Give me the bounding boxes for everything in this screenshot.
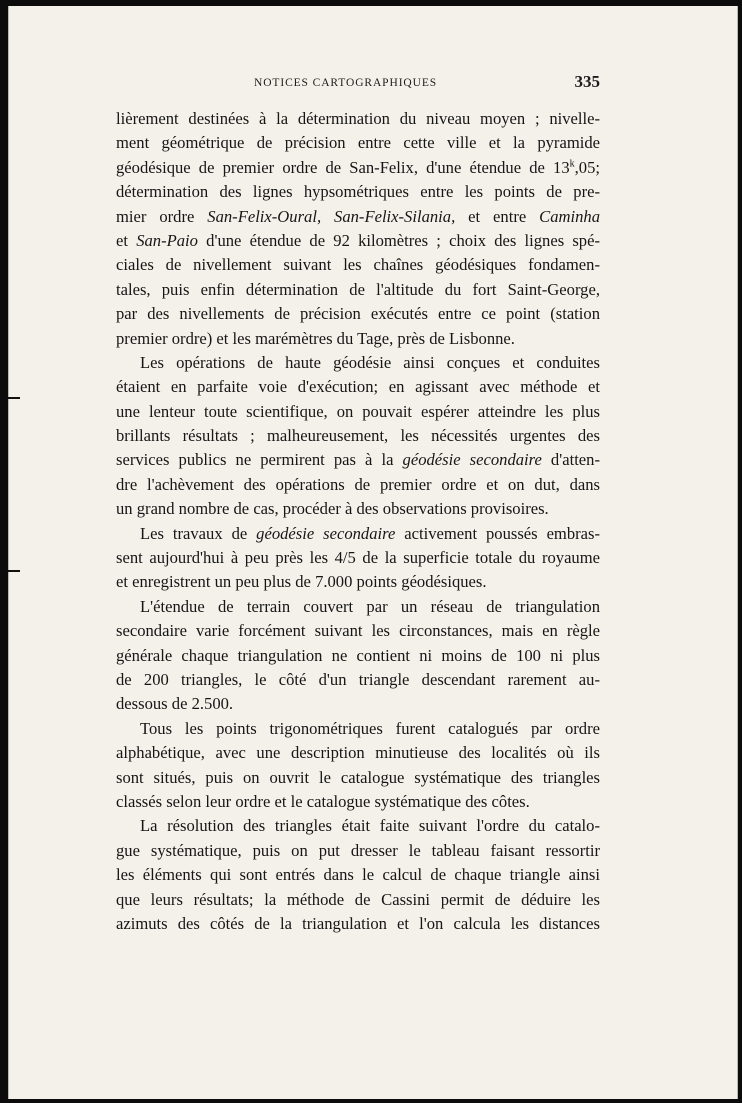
- text-line: secondaire varie forcément suivant les circonstances, mais en règle: [116, 621, 600, 641]
- text-line: L'étendue de terrain couvert par un réseau de triangulation: [140, 596, 600, 616]
- text-line: dessous de 2.500.: [116, 694, 234, 714]
- text-line: les éléments qui sont entrés dans le calcul de chaque triangle ainsi: [116, 865, 600, 885]
- text-line: classés selon leur ordre et le catalogue systématique des côtes.: [116, 791, 530, 811]
- text-line: une lenteur toute scientifique, on pouvait espérer atteindre les plus: [116, 401, 600, 421]
- text-line: services publics ne permirent pas à la géodésie secondaire d'atten-: [116, 450, 600, 470]
- text-line: par des nivellements de précision exécutés entre ce point (station: [116, 304, 600, 324]
- text-line: et San-Paio d'une étendue de 92 kilomètres ; choix des lignes spé-: [116, 230, 600, 250]
- text-line: ment géométrique de précision entre cette ville et la pyramide: [116, 133, 600, 153]
- text-line: mier ordre San-Felix-Oural, San-Felix-Silania, et entre Caminha: [116, 206, 601, 226]
- text-line: La résolution des triangles était faite suivant l'ordre du catalo-: [140, 816, 600, 836]
- text-line: détermination des lignes hypsométriques entre les points de pre-: [116, 182, 600, 202]
- binding-mark: [8, 397, 20, 399]
- body-text: [116, 107, 600, 936]
- running-title: NOTICES CARTOGRAPHIQUES: [254, 77, 438, 89]
- text-line: lièrement destinées à la détermination du niveau moyen ; nivelle-: [116, 109, 600, 128]
- text-line: sont situés, puis on ouvrit le catalogue systématique des triangles: [116, 767, 600, 787]
- page-header: [116, 72, 600, 96]
- text-line: gue systématique, puis on put dresser le tableau faisant ressortir: [116, 840, 600, 860]
- text-line: un grand nombre de cas, procéder à des observations provisoires.: [116, 499, 549, 519]
- text-line: Les travaux de géodésie secondaire activement poussés embras-: [140, 523, 601, 543]
- binding-mark: [8, 570, 20, 572]
- text-line: dre l'achèvement des opérations de premier ordre et on dut, dans: [116, 474, 600, 494]
- text-line: alphabétique, avec une description minutieuse des localités où ils: [116, 743, 600, 763]
- text-line: et enregistrent un peu plus de 7.000 points géodésiques.: [116, 572, 487, 592]
- text-line: géodésique de premier ordre de San-Felix, d'une étendue de 13$^k$,05;: [116, 157, 600, 177]
- text-line: azimuts des côtés de la triangulation et l'on calcula les distances: [116, 913, 600, 933]
- text-line: ciales de nivellement suivant les chaînes géodésiques fondamen-: [116, 255, 600, 275]
- text-line: que leurs résultats; la méthode de Cassini permit de déduire les: [116, 889, 600, 909]
- text-line: sent aujourd'hui à peu près les 4/5 de la superficie totale du royaume: [116, 548, 600, 568]
- text-line: étaient en parfaite voie d'exécution; en agissant avec méthode et: [116, 377, 600, 397]
- text-line: de 200 triangles, le côté d'un triangle descendant rarement au-: [116, 669, 600, 689]
- text-line: Les opérations de haute géodésie ainsi conçues et conduites: [140, 352, 600, 372]
- text-line: premier ordre) et les marémètres du Tage, près de Lisbonne.: [116, 328, 515, 348]
- text-line: Tous les points trigonométriques furent catalogués par ordre: [140, 718, 600, 738]
- text-line: générale chaque triangulation ne contient ni moins de 100 ni plus: [116, 645, 600, 665]
- page-number: 335: [574, 72, 600, 91]
- text-line: brillants résultats ; malheureusement, les nécessités urgentes des: [116, 426, 600, 446]
- text-line: tales, puis enfin détermination de l'altitude du fort Saint-George,: [116, 279, 600, 299]
